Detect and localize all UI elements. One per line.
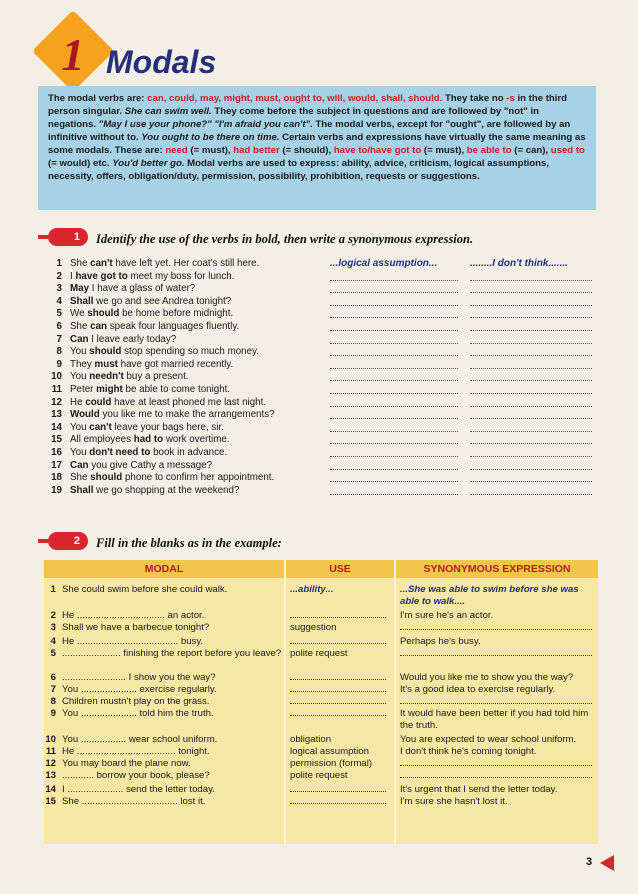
sentence-text: You [70, 346, 90, 358]
synonym-answer-blank[interactable] [470, 469, 592, 470]
exercise-1-item [42, 258, 602, 271]
table-cell-modal[interactable]: He ................................. an actor. [62, 610, 205, 621]
table-cell-use: obligation [290, 734, 332, 745]
unit-number: 1 [61, 29, 85, 80]
column-header-modal: MODAL [44, 560, 284, 578]
unit-title: Modals [106, 44, 217, 80]
item-sentence [70, 485, 239, 498]
exercise-1-item [42, 460, 602, 473]
column-header-use: USE [286, 560, 394, 578]
item-number: 18 [51, 472, 62, 484]
synonym-answer-blank[interactable] [470, 292, 592, 293]
item-sentence [70, 422, 224, 435]
column-divider [284, 560, 286, 844]
intro-text: (= must), [187, 145, 234, 156]
table-row-number: 11 [45, 746, 56, 757]
table-cell-modal[interactable]: ...................... finishing the report before you leave? [62, 648, 282, 659]
sentence-text: be home before midnight. [119, 308, 234, 320]
use-answer-blank[interactable] [330, 368, 458, 369]
use-answer-blank[interactable] [330, 469, 458, 470]
intro-highlight: had better [233, 145, 280, 156]
item-sentence [70, 308, 233, 321]
exercise-1-item [42, 384, 602, 397]
page-number: 3 [586, 856, 593, 868]
table-cell-synonymous[interactable] [400, 770, 596, 782]
synonym-answer-blank[interactable] [470, 431, 592, 432]
use-answer-blank[interactable] [330, 443, 458, 444]
use-answer-blank[interactable] [330, 280, 458, 281]
sentence-text: you give Cathy a message? [88, 459, 213, 471]
table-cell-modal[interactable]: You ..................... told him the truth. [62, 708, 214, 719]
use-answer-blank[interactable] [330, 380, 458, 381]
sentence-bold-verb: should [89, 346, 122, 358]
item-number: 14 [51, 421, 62, 433]
table-row-number: 2 [50, 610, 56, 621]
example-use-answer: ...logical assumption... [330, 258, 438, 269]
sentence-text: have left yet. Her coat's still here. [112, 258, 260, 269]
intro-text: (= should), [279, 145, 334, 156]
intro-highlight: used to [550, 145, 585, 156]
table-cell-modal[interactable]: I ..................... send the letter today. [62, 784, 215, 795]
table-cell-synonymous: ...She was able to swim before she was able to walk.... [400, 584, 579, 607]
synonym-answer-blank[interactable] [470, 481, 592, 482]
sentence-text: meet my boss for lunch. [127, 270, 235, 282]
use-answer-blank[interactable] [330, 481, 458, 482]
exercise-1-item [42, 472, 602, 485]
table-cell-synonymous: It's urgent that I send the letter today. [400, 784, 558, 795]
item-sentence [70, 384, 230, 397]
sentence-text: be able to come tonight. [122, 383, 231, 395]
table-cell-use[interactable] [290, 784, 390, 796]
table-cell-modal: Shall we have a barbecue tonight? [62, 622, 210, 633]
table-cell-modal: She could swim before she could walk. [62, 584, 228, 595]
sentence-text: book in advance. [150, 446, 228, 458]
table-cell-use[interactable] [290, 796, 390, 808]
use-answer-blank[interactable] [330, 456, 458, 457]
table-cell-use[interactable] [290, 696, 390, 708]
table-row-number: 1 [50, 584, 56, 595]
page-arrow-icon [600, 855, 614, 871]
table-cell-modal: Children mustn't play on the grass. [62, 696, 210, 707]
sentence-text: I [70, 270, 76, 282]
item-sentence [70, 346, 259, 359]
exercise-1-item [42, 334, 602, 347]
intro-text: (= would) etc. [48, 158, 113, 169]
table-cell-use: ...ability... [290, 584, 334, 595]
sentence-text: All employees [70, 434, 134, 446]
use-answer-blank[interactable] [330, 292, 458, 293]
column-header-synonymous: SYNONYMOUS EXPRESSION [396, 560, 598, 578]
item-number: 10 [51, 371, 62, 383]
sentence-text: She [70, 258, 91, 269]
item-number: 11 [51, 383, 62, 395]
sentence-text: you like me to make the arrangements? [99, 409, 275, 421]
intro-highlight: -s [506, 93, 515, 104]
sentence-bold-verb: have got to [75, 270, 128, 282]
table-row-number: 15 [45, 796, 56, 807]
exercise-2-badge: 2 [48, 532, 88, 550]
item-sentence [70, 283, 195, 296]
table-cell-use[interactable] [290, 610, 390, 622]
item-sentence [70, 359, 233, 372]
intro-highlight: have to/have got to [333, 145, 422, 156]
intro-example: "May I use your phone?" "I'm afraid you can't". [98, 119, 313, 130]
item-sentence [70, 334, 176, 347]
table-cell-modal[interactable]: He ..................................... tonight. [62, 746, 210, 757]
intro-text: The modal verbs, except for "ought", are followed by an infinitive without to. [48, 119, 571, 143]
exercise-2-table [44, 560, 598, 844]
sentence-bold-verb: May [70, 283, 90, 295]
item-sentence [70, 371, 189, 384]
synonym-answer-blank[interactable] [470, 418, 592, 419]
item-sentence [70, 434, 230, 447]
column-divider [394, 560, 396, 844]
item-sentence [70, 409, 275, 422]
exercise-1-item [42, 308, 602, 321]
item-number: 9 [56, 358, 62, 370]
table-row-number: 5 [50, 648, 56, 659]
use-answer-blank[interactable] [330, 330, 458, 331]
sentence-bold-verb: could [85, 396, 112, 408]
item-sentence [70, 258, 259, 271]
item-sentence [70, 460, 212, 473]
table-cell-synonymous: I'm sure she hasn't lost it. [400, 796, 508, 807]
table-cell-use: permission (formal) [290, 758, 373, 769]
table-row-number: 13 [45, 770, 56, 781]
item-sentence [70, 271, 234, 284]
exercise-1-item [42, 271, 602, 284]
sentence-bold-verb: don't need to [89, 446, 151, 458]
exercise-1-item [42, 296, 602, 309]
item-number: 12 [51, 396, 62, 408]
table-row-number: 10 [45, 734, 56, 745]
exercise-1-item [42, 434, 602, 447]
exercise-1-item [42, 397, 602, 410]
sentence-text: He [70, 396, 86, 408]
synonym-answer-blank[interactable] [470, 355, 592, 356]
use-answer-blank[interactable] [330, 393, 458, 394]
exercise-1-list [42, 258, 602, 497]
sentence-text: Peter [70, 383, 97, 395]
synonym-answer-blank[interactable] [470, 456, 592, 457]
synonym-answer-blank[interactable] [470, 380, 592, 381]
table-cell-use: suggestion [290, 622, 337, 633]
sentence-text: You [70, 446, 90, 458]
table-row-number: 9 [50, 708, 56, 719]
sentence-bold-verb: might [96, 383, 123, 395]
item-number: 6 [56, 320, 62, 332]
use-answer-blank[interactable] [330, 431, 458, 432]
intro-text: They take no [442, 93, 507, 104]
sentence-bold-verb: Would [70, 409, 100, 421]
sentence-text: have got married recently. [117, 358, 234, 370]
item-number: 5 [56, 308, 62, 320]
item-number: 19 [51, 484, 62, 496]
table-cell-modal[interactable]: ............ borrow your book, please? [62, 770, 210, 781]
exercise-2-instruction: Fill in the blanks as in the example: [96, 536, 282, 550]
sentence-bold-verb: Can [70, 459, 89, 471]
table-cell-synonymous[interactable] [400, 758, 596, 770]
sentence-text: have at least phoned me last night. [111, 396, 267, 408]
sentence-bold-verb: can't [90, 258, 113, 269]
synonym-answer-blank[interactable] [470, 317, 592, 318]
item-number: 2 [56, 270, 62, 282]
exercise-1-item [42, 447, 602, 460]
sentence-bold-verb: can [90, 320, 108, 332]
exercise-1-item [42, 409, 602, 422]
table-cell-synonymous[interactable] [400, 648, 596, 660]
sentence-text: work overtime. [163, 434, 230, 446]
table-cell-synonymous[interactable] [400, 696, 596, 708]
sentence-text: You [70, 421, 90, 433]
intro-example: You'd better go. [112, 158, 185, 169]
table-cell-use[interactable] [290, 672, 390, 684]
sentence-text: You [70, 371, 90, 383]
sentence-bold-verb: Can [70, 333, 89, 345]
sentence-bold-verb: must [94, 358, 118, 370]
sentence-text: phone to confirm her appointment. [122, 472, 275, 484]
sentence-text: speak four languages fluently. [107, 320, 240, 332]
intro-text: Certain verbs and expressions have virtually the same meaning as some modals. These are: [48, 132, 586, 156]
synonym-answer-blank[interactable] [470, 443, 592, 444]
synonym-answer-blank[interactable] [470, 368, 592, 369]
exercise-1-item [42, 321, 602, 334]
sentence-text: She [70, 320, 91, 332]
table-row-number: 7 [50, 684, 56, 695]
synonym-answer-blank[interactable] [470, 406, 592, 407]
table-row-number: 12 [45, 758, 56, 769]
table-row-number: 8 [50, 696, 56, 707]
sentence-bold-verb: can't [89, 421, 112, 433]
sentence-text: we go and see Andrea tonight? [93, 295, 232, 307]
exercise-1-item [42, 371, 602, 384]
table-cell-modal[interactable]: She .................................... lost it. [62, 796, 206, 807]
item-sentence [70, 296, 231, 309]
sentence-text: We [70, 308, 88, 320]
table-row-number: 14 [45, 784, 56, 795]
item-number: 15 [51, 434, 62, 446]
table-row-number: 3 [50, 622, 56, 633]
table-row-number: 4 [50, 636, 56, 647]
exercise-1-item [42, 422, 602, 435]
sentence-text: stop spending so much money. [121, 346, 259, 358]
use-answer-blank[interactable] [330, 317, 458, 318]
sentence-text: we go shopping at the weekend? [93, 484, 240, 496]
sentence-text: leave your bags here, sir. [111, 421, 224, 433]
exercise-1-item [42, 283, 602, 296]
table-cell-use[interactable] [290, 708, 390, 720]
synonym-answer-blank[interactable] [470, 393, 592, 394]
exercise-1-item [42, 359, 602, 372]
use-answer-blank[interactable] [330, 355, 458, 356]
exercise-1-item [42, 485, 602, 498]
table-cell-use: polite request [290, 648, 348, 659]
item-number: 17 [51, 459, 62, 471]
sentence-text: They [70, 358, 95, 370]
synonym-answer-blank[interactable] [470, 494, 592, 495]
intro-text: in the third person singular. [48, 93, 568, 117]
intro-text: (= can), [511, 145, 551, 156]
sentence-text: I leave early today? [88, 333, 177, 345]
exercise-1-item [42, 346, 602, 359]
sentence-text: I have a glass of water? [89, 283, 196, 295]
sentence-text: buy a present. [123, 371, 189, 383]
intro-example: You ought to be there on time. [141, 132, 280, 143]
use-answer-blank[interactable] [330, 406, 458, 407]
synonym-answer-blank[interactable] [470, 305, 592, 306]
use-answer-blank[interactable] [330, 494, 458, 495]
item-sentence [70, 321, 239, 334]
use-answer-blank[interactable] [330, 305, 458, 306]
item-number: 1 [56, 258, 62, 269]
item-number: 4 [56, 295, 62, 307]
table-cell-modal[interactable]: He ...................................... busy. [62, 636, 204, 647]
use-answer-blank[interactable] [330, 418, 458, 419]
table-cell-synonymous: Would you like me to show you the way? [400, 672, 574, 683]
table-cell-use[interactable] [290, 684, 390, 696]
intro-text: (= must), [421, 145, 467, 156]
table-cell-use: logical assumption [290, 746, 369, 757]
table-cell-modal[interactable]: ........................ I show you the way? [62, 672, 216, 683]
item-sentence [70, 447, 227, 460]
sentence-text: She [70, 472, 91, 484]
intro-text: The modal verbs are: [48, 93, 148, 104]
table-cell-synonymous: I don't think he's coming tonight. [400, 746, 537, 757]
table-cell-synonymous: Perhaps he's busy. [400, 636, 481, 647]
intro-text: They come before the subject in questions and are followed by "not" in negations. [48, 106, 540, 130]
table-cell-use[interactable] [290, 636, 390, 648]
table-row-number: 6 [50, 672, 56, 683]
table-cell-synonymous: It's a good idea to exercise regularly. [400, 684, 556, 695]
table-cell-modal[interactable]: You ..................... exercise regularly. [62, 684, 217, 695]
table-cell-modal: You may board the plane now. [62, 758, 191, 769]
sentence-bold-verb: had to [133, 434, 164, 446]
table-cell-synonymous: I'm sure he's an actor. [400, 610, 494, 621]
intro-example: She can swim well. [124, 106, 212, 117]
exercise-1-badge: 1 [48, 228, 88, 246]
sentence-bold-verb: needn't [89, 371, 124, 383]
sentence-bold-verb: should [90, 472, 123, 484]
intro-highlight: be able to [466, 145, 512, 156]
synonym-answer-blank[interactable] [470, 343, 592, 344]
sentence-bold-verb: should [87, 308, 120, 320]
item-number: 7 [56, 333, 62, 345]
modal-verbs-list: can, could, may, might, must, ought to, will, would, shall, should. [147, 93, 443, 104]
item-number: 16 [51, 446, 62, 458]
table-cell-use: polite request [290, 770, 348, 781]
exercise-1-instruction: Identify the use of the verbs in bold, then write a synonymous expression. [96, 232, 474, 246]
grammar-intro-box [38, 86, 596, 210]
item-number: 8 [56, 346, 62, 358]
synonym-answer-blank[interactable] [470, 280, 592, 281]
example-synonym-answer: ........I don't think....... [470, 258, 568, 269]
item-number: 3 [56, 283, 62, 295]
table-cell-synonymous: You are expected to wear school uniform. [400, 734, 577, 745]
table-cell-synonymous[interactable] [400, 622, 596, 634]
intro-text: Modal verbs are used to express: ability, advice, criticism, logical assumptions, necessity, offers, obligation/duty, permission, possibility, prohibition, requests or suggestions. [48, 158, 550, 182]
sentence-bold-verb: Shall [70, 295, 94, 307]
use-answer-blank[interactable] [330, 343, 458, 344]
item-number: 13 [51, 409, 62, 421]
sentence-bold-verb: Shall [70, 484, 94, 496]
item-sentence [70, 472, 274, 485]
table-cell-modal[interactable]: You ................. wear school uniform. [62, 734, 218, 745]
intro-highlight: need [165, 145, 188, 156]
table-cell-synonymous: It would have been better if you had told him the truth. [400, 708, 589, 731]
item-sentence [70, 397, 266, 410]
synonym-answer-blank[interactable] [470, 330, 592, 331]
